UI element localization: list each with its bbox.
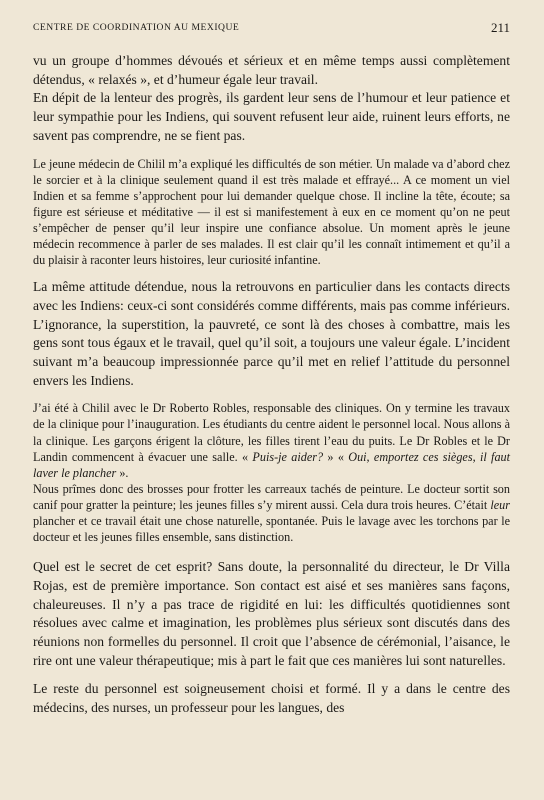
paragraph-humour: En dépit de la lenteur des progrès, ils gardent leur sens de l’humour et leur patience et leur sympathie pour les Indiens, qui souvent refusent leur aide, ruinent leurs efforts, ne savent pas comprendre, ne se fient pas. bbox=[33, 90, 510, 143]
running-head bbox=[33, 20, 510, 36]
quote-italic-question: Puis-je aider? bbox=[252, 449, 324, 464]
quote-text: ». bbox=[116, 465, 129, 480]
running-title: CENTRE DE COORDINATION AU MEXIQUE bbox=[33, 22, 240, 33]
quote-italic-answer: Oui, emportez ces sièges, il faut laver le plancher bbox=[33, 449, 511, 480]
quote-italic-emphasis: leur bbox=[490, 497, 510, 512]
quote-block-chilil bbox=[33, 400, 510, 480]
page-number: 211 bbox=[490, 20, 510, 35]
paragraph-staff: Le reste du personnel est soigneusement choisi et formé. Il y a dans le centre des médecins, des nurses, un professeur pour les langues, des bbox=[33, 681, 510, 716]
paragraph-attitude: La même attitude détendue, nous la retrouvons en particulier dans les contacts directs avec les Indiens: ceux-ci sont considérés comme différents, mais pas comme inférieurs. L’ignorance, la superstition, la pauvreté, ce sont là des choses à combattre, mais les gens sont tous égaux et le travail, quel qu’il soit, a toujours une valeur égale. L’incident suivant m’a beaucoup impressionnée parce qu’il met en relief l’attitude du personnel envers les Indiens. bbox=[33, 279, 510, 388]
quote-block-doctor: Le jeune médecin de Chilil m’a expliqué les difficultés de son métier. Un malade va d’abord chez le sorcier et à la clinique seulement quand il est très malade et effrayé... A ce moment un viel Indien et sa femme s’approchent pour lui demander quelque chose. Il incline la tête, écoute; sa figure est sérieuse et méditative — il est si manifestement à eux en ce moment qu’on ne peut s’empêcher de penser qu’il leur inspire une confiance absolue. Un moment après le jeune médecin recommence à parler de ses malades. Il est clair qu’il les connaît intimement et qu’il a du plaisir à raconter leurs histoires, leur curiosité infantine. bbox=[33, 156, 510, 268]
paragraph-continuation: vu un groupe d’hommes dévoués et sérieux et en même temps aussi complètement détendus, « relaxés », et d’humeur égale leur travail. bbox=[33, 53, 510, 87]
quote-text: » « bbox=[323, 449, 349, 464]
quote-text: plancher et ce travail était une chose naturelle, spontanée. Puis le lavage avec les torchons par le docteur et les jeunes filles ensemble, sans distinction. bbox=[33, 514, 510, 545]
quote-block-floor bbox=[33, 481, 510, 545]
paragraph-secret: Quel est le secret de cet esprit? Sans doute, la personnalité du directeur, le Dr Villa Rojas, est de première importance. Son contact est aisé et ses manières sans façons, chaleureuses. Il n’y a pas trace de rigidité en lui: les difficultés quotidiennes sont résolues avec calme et imagination, les problèmes plus sérieux sont discutés dans des réunions non formelles du personnel. Il croit que l’absence de cérémonial, l’aisance, le rire ont une valeur thérapeutique; mis à part le fait que ces manières lui sont naturelles. bbox=[33, 559, 510, 668]
body-text bbox=[33, 52, 510, 718]
quote-text: Nous prîmes donc des brosses pour frotter les carreaux tachés de peinture. Le docteur sortit son canif pour gratter la peinture; les jeunes filles s’y mirent aussi. Cela dura trois heures. C’était bbox=[33, 481, 510, 512]
quote-text: J’ai été à Chilil avec le Dr Roberto Robles, responsable des cliniques. On y termine les travaux de la clinique pour l’inauguration. Les étudiants du centre aident le personnel local. Nous allons à la clinique. Les garçons érigent la clôture, les filles tirent l’eau du puits. Le Dr Robles et le Dr Landin commencent à évacuer une salle. « bbox=[33, 401, 510, 464]
